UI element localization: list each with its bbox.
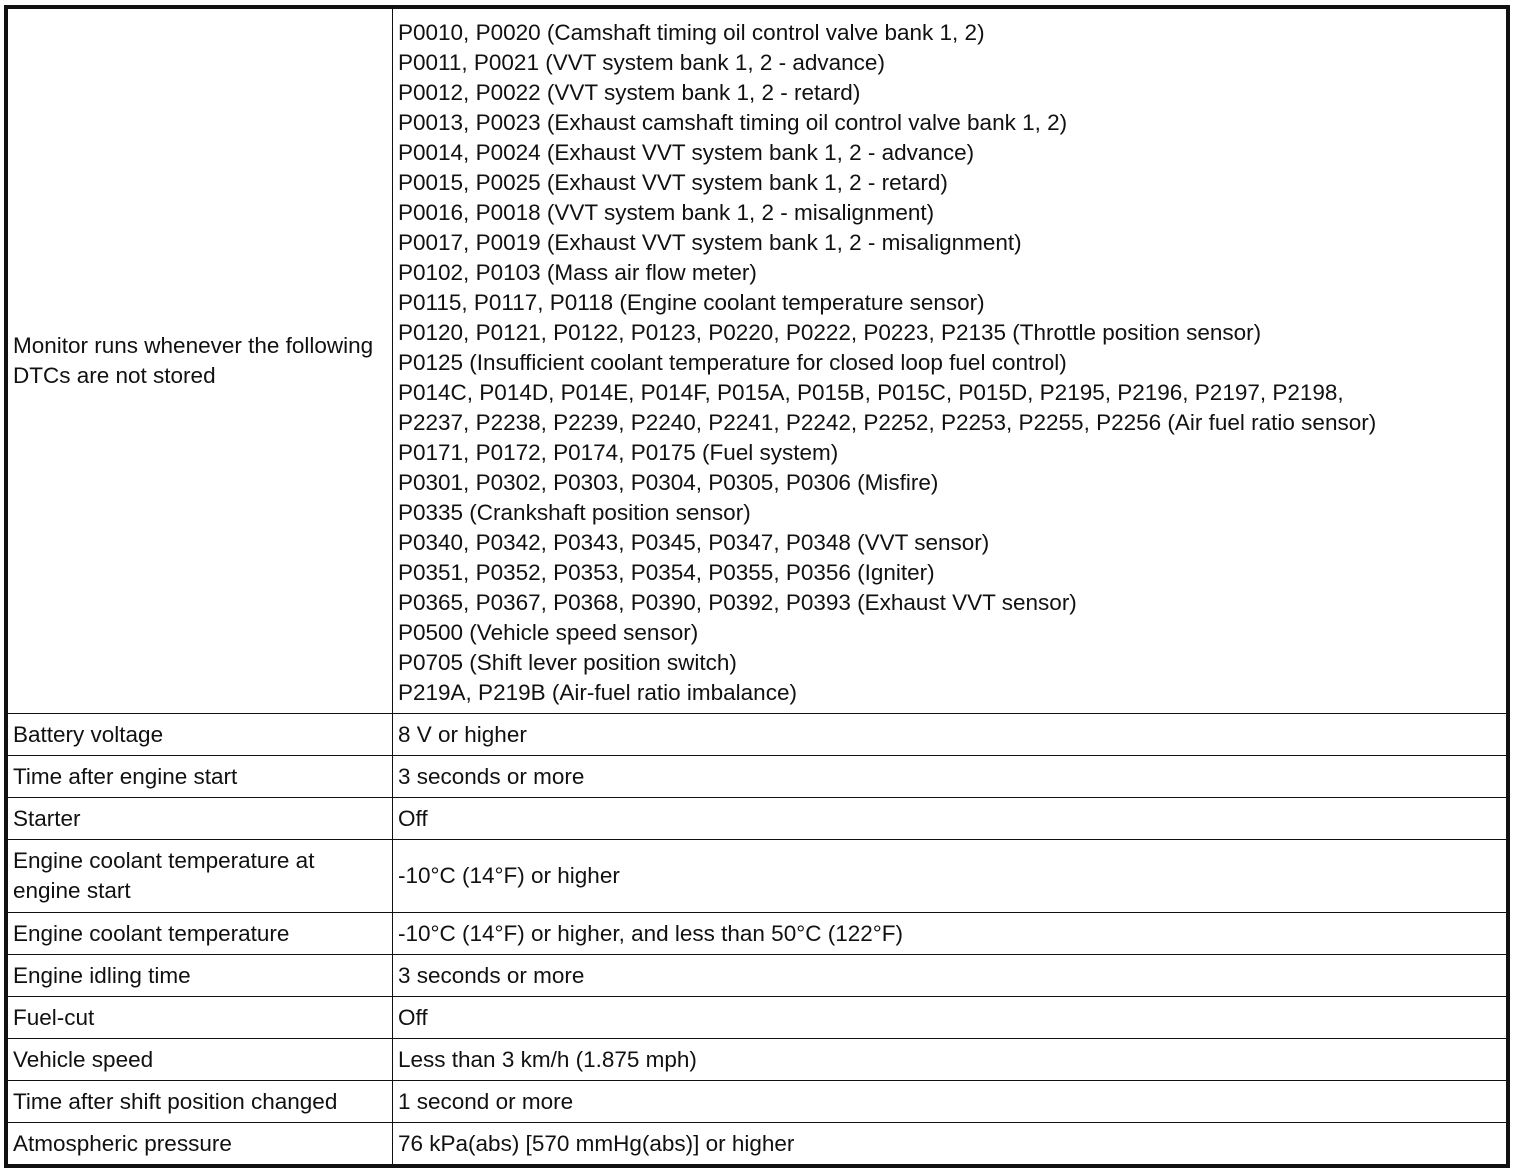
condition-label: Engine coolant temperature at engine start <box>8 840 393 913</box>
condition-value: 8 V or higher <box>393 714 1507 756</box>
condition-value: -10°C (14°F) or higher <box>393 840 1507 913</box>
condition-label: Vehicle speed <box>8 1039 393 1081</box>
table-row <box>8 1039 1507 1081</box>
dtc-line: P0171, P0172, P0174, P0175 (Fuel system) <box>398 440 839 465</box>
condition-label: Starter <box>8 798 393 840</box>
table-row <box>8 798 1507 840</box>
dtc-line: P0015, P0025 (Exhaust VVT system bank 1, 2 - retard) <box>398 170 948 195</box>
table-row <box>8 1081 1507 1123</box>
dtc-condition-label: Monitor runs whenever the following DTCs are not stored <box>8 9 393 714</box>
dtc-line: P0340, P0342, P0343, P0345, P0347, P0348 (VVT sensor) <box>398 530 990 555</box>
dtc-line: P0120, P0121, P0122, P0123, P0220, P0222, P0223, P2135 (Throttle position sensor) <box>398 320 1262 345</box>
dtc-list-cell <box>393 9 1507 714</box>
table-row <box>8 840 1507 913</box>
condition-label: Engine idling time <box>8 955 393 997</box>
dtc-line: P0500 (Vehicle speed sensor) <box>398 620 699 645</box>
condition-label: Time after engine start <box>8 756 393 798</box>
condition-value: Off <box>393 997 1507 1039</box>
dtc-line: P219A, P219B (Air-fuel ratio imbalance) <box>398 680 797 705</box>
conditions-table-frame <box>4 5 1510 1168</box>
dtc-line: P0017, P0019 (Exhaust VVT system bank 1, 2 - misalignment) <box>398 230 1022 255</box>
condition-value: Less than 3 km/h (1.875 mph) <box>393 1039 1507 1081</box>
condition-label: Time after shift position changed <box>8 1081 393 1123</box>
table-row <box>8 714 1507 756</box>
dtc-line: P0010, P0020 (Camshaft timing oil control valve bank 1, 2) <box>398 20 985 45</box>
condition-label: Fuel-cut <box>8 997 393 1039</box>
condition-value: 76 kPa(abs) [570 mmHg(abs)] or higher <box>393 1123 1507 1165</box>
dtc-line: P0011, P0021 (VVT system bank 1, 2 - advance) <box>398 50 885 75</box>
table-row <box>8 756 1507 798</box>
table-row <box>8 997 1507 1039</box>
table-row-dtc-list <box>8 9 1507 714</box>
condition-value: -10°C (14°F) or higher, and less than 50°C (122°F) <box>393 913 1507 955</box>
table-row <box>8 1123 1507 1165</box>
condition-label: Battery voltage <box>8 714 393 756</box>
dtc-line: P0102, P0103 (Mass air flow meter) <box>398 260 757 285</box>
table-row <box>8 913 1507 955</box>
dtc-line: P0013, P0023 (Exhaust camshaft timing oil control valve bank 1, 2) <box>398 110 1068 135</box>
condition-label: Atmospheric pressure <box>8 1123 393 1165</box>
condition-value: Off <box>393 798 1507 840</box>
dtc-line: P0115, P0117, P0118 (Engine coolant temperature sensor) <box>398 290 985 315</box>
condition-label: Engine coolant temperature <box>8 913 393 955</box>
dtc-line: P0016, P0018 (VVT system bank 1, 2 - misalignment) <box>398 200 935 225</box>
dtc-line: P0125 (Insufficient coolant temperature for closed loop fuel control) <box>398 350 1067 375</box>
dtc-line: P014C, P014D, P014E, P014F, P015A, P015B, P015C, P015D, P2195, P2196, P2197, P2198, <box>398 380 1344 405</box>
condition-value: 3 seconds or more <box>393 955 1507 997</box>
monitor-conditions-table <box>7 8 1507 1165</box>
table-row <box>8 955 1507 997</box>
dtc-line: P0012, P0022 (VVT system bank 1, 2 - retard) <box>398 80 861 105</box>
dtc-line: P0014, P0024 (Exhaust VVT system bank 1, 2 - advance) <box>398 140 975 165</box>
dtc-line: P0301, P0302, P0303, P0304, P0305, P0306 (Misfire) <box>398 470 939 495</box>
condition-value: 3 seconds or more <box>393 756 1507 798</box>
dtc-line: P0705 (Shift lever position switch) <box>398 650 737 675</box>
dtc-line: P0335 (Crankshaft position sensor) <box>398 500 751 525</box>
dtc-line: P0351, P0352, P0353, P0354, P0355, P0356 (Igniter) <box>398 560 935 585</box>
dtc-line: P0365, P0367, P0368, P0390, P0392, P0393 (Exhaust VVT sensor) <box>398 590 1077 615</box>
dtc-line: P2237, P2238, P2239, P2240, P2241, P2242, P2252, P2253, P2255, P2256 (Air fuel ratio sensor) <box>398 410 1377 435</box>
condition-value: 1 second or more <box>393 1081 1507 1123</box>
